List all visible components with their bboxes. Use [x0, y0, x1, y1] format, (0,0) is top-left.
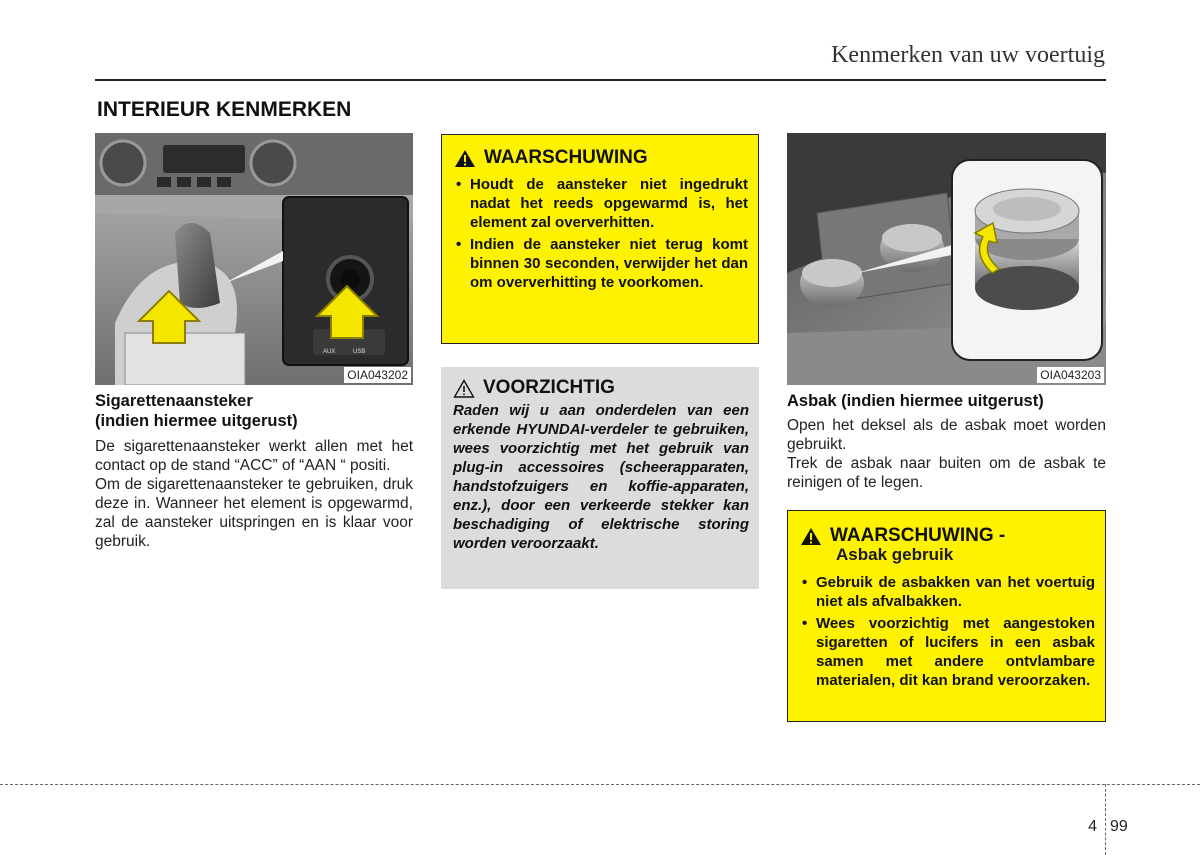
dashboard-illustration [95, 133, 413, 385]
lighter-heading-line1: Sigarettenaansteker [95, 392, 253, 410]
lighter-paragraph-2: Om de sigarettenaansteker te gebruiken, druk deze in. Wanneer het element is opgewarmd, zal de aansteker uitspringen en is klaar voor gebruik. [95, 476, 413, 550]
warning-item: • Houdt de aansteker niet ingedrukt nadat het reeds opgewarmd is, het element zal oververhitten. [454, 175, 748, 232]
ashtray-warning-box [787, 510, 1106, 722]
lighter-heading-line2: (indien hiermee uitgerust) [95, 412, 298, 430]
ashtray-warning-item: • Gebruik de asbakken van het voertuig niet als afvalbakken. [800, 573, 1095, 611]
footer-rule [0, 784, 1200, 785]
header-rule [95, 79, 1106, 81]
ashtray-warning-title: WAARSCHUWING - [830, 525, 1006, 546]
footer-divider [1105, 784, 1106, 855]
ashtray-warning-list [800, 573, 1095, 690]
ashtray-warning-title-row [800, 525, 1095, 547]
chapter-number: 4 [1088, 818, 1097, 835]
caution-title-row [453, 377, 749, 399]
ashtray-photo [787, 133, 1106, 385]
ashtray-body [787, 416, 1106, 492]
cigarette-lighter-photo [95, 133, 413, 385]
lighter-paragraph-1: De sigarettenaansteker werkt allen met het contact op de stand “ACC” of “AAN “ positi. [95, 438, 413, 474]
caution-title: VOORZICHTIG [483, 377, 615, 398]
warning-list [454, 175, 748, 292]
aux-label: AUX [323, 349, 336, 355]
ashtray-warning-subtitle: Asbak gebruik [836, 545, 954, 564]
warning-title-row [454, 147, 748, 169]
ashtray-illustration [787, 133, 1106, 385]
warning-item: • Indien de aansteker niet terug komt binnen 30 seconden, verwijder het dan om oververhitting te voorkomen. [454, 235, 748, 292]
lighter-body [95, 437, 413, 551]
warning-box [441, 134, 759, 344]
section-title: INTERIEUR KENMERKEN [97, 98, 352, 121]
lighter-heading [95, 391, 415, 431]
ashtray-paragraph-1: Open het deksel als de asbak moet worden gebruikt. [787, 417, 1106, 453]
warning-icon [454, 149, 476, 168]
ashtray-paragraph-2: Trek de asbak naar buiten om de asbak te reinigen of te legen. [787, 455, 1106, 491]
usb-label: USB [353, 349, 366, 355]
image-code-right: OIA043203 [1037, 367, 1104, 383]
ashtray-warning-item: • Wees voorzichtig met aangestoken sigaretten of lucifers in een asbak samen met andere ontvlambare materialen, dit kan brand veroorzaken. [800, 614, 1095, 690]
warning-icon [800, 527, 822, 546]
running-header: Kenmerken van uw voertuig [831, 42, 1105, 68]
caution-box [441, 367, 759, 589]
warning-title: WAARSCHUWING [484, 147, 648, 168]
caution-text: Raden wij u aan onderdelen van een erkende HYUNDAI-verdeler te gebruiken, wees voorzichtig met het gebruik van plug-in accessoires (scheerapparaten, handstofzuigers en koffie-apparaten, enz.), door een verkeerde stekker kan beschadiging of elektrische storing worden veroorzaakt. [453, 402, 749, 552]
page-number: 99 [1110, 818, 1128, 835]
image-code-left: OIA043202 [344, 367, 411, 383]
ashtray-heading: Asbak (indien hiermee uitgerust) [787, 392, 1044, 410]
caution-icon [453, 379, 475, 398]
